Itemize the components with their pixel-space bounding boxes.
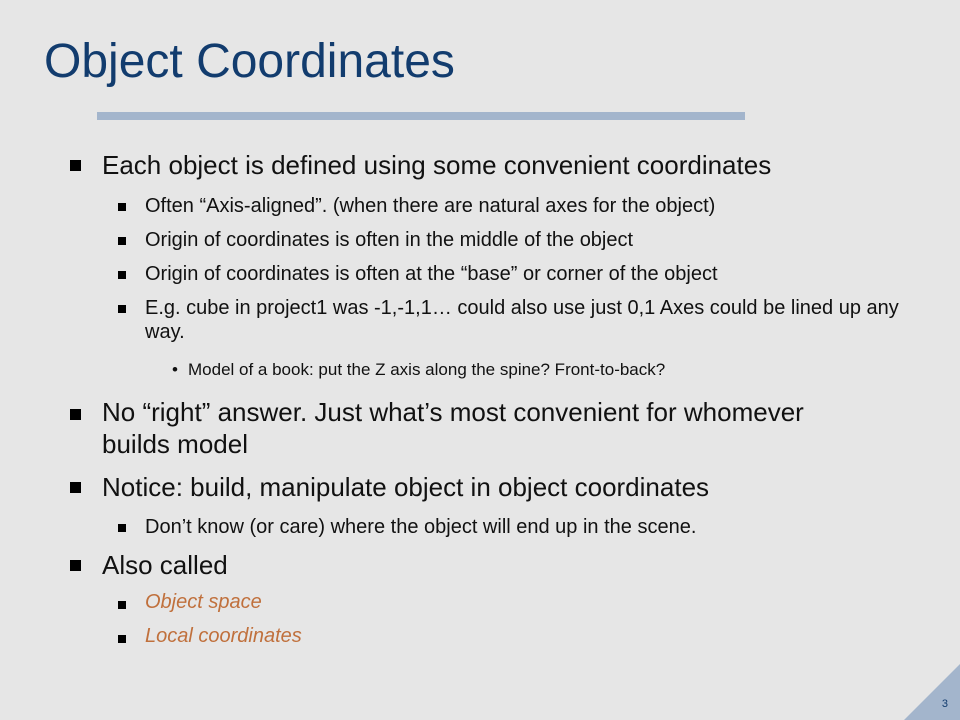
bullet-text-highlight: Object space xyxy=(145,591,262,613)
bullet-square-icon xyxy=(70,560,81,571)
bullet-text-highlight: Local coordinates xyxy=(145,625,302,647)
bullet-square-icon xyxy=(70,409,81,420)
bullet-square-icon xyxy=(70,482,81,493)
bullet-text: E.g. cube in project1 was -1,-1,1… could also use just 0,1 Axes could be lined up any way. xyxy=(145,297,899,343)
bullet-square-icon xyxy=(70,160,81,171)
bullet-text: Notice: build, manipulate object in object coordinates xyxy=(102,472,710,502)
bullet-dot-icon: • xyxy=(172,360,178,379)
slide-title: Object Coordinates xyxy=(44,35,455,88)
bullet-square-icon xyxy=(118,524,126,532)
bullet-text: Also called xyxy=(102,550,228,580)
bullet-text: Model of a book: put the Z axis along the spine? Front-to-back? xyxy=(188,360,666,379)
bullet-text: No “right” answer. Just what’s most convenient for whomever builds model xyxy=(102,397,804,459)
bullet-text: Often “Axis-aligned”. (when there are natural axes for the object) xyxy=(145,195,716,217)
bullet-text: Origin of coordinates is often in the middle of the object xyxy=(145,229,634,251)
bullet-square-icon xyxy=(118,237,126,245)
bullet-square-icon xyxy=(118,601,126,609)
bullet-square-icon xyxy=(118,271,126,279)
page-number: 3 xyxy=(941,698,948,710)
corner-decoration xyxy=(904,664,960,720)
bullet-text: Origin of coordinates is often at the “base” or corner of the object xyxy=(145,263,718,285)
bullet-text: Don’t know (or care) where the object will end up in the scene. xyxy=(145,516,697,538)
title-underline xyxy=(97,112,745,120)
bullet-square-icon xyxy=(118,635,126,643)
bullet-square-icon xyxy=(118,203,126,211)
bullet-square-icon xyxy=(118,305,126,313)
bullet-text: Each object is defined using some convenient coordinates xyxy=(102,150,772,180)
